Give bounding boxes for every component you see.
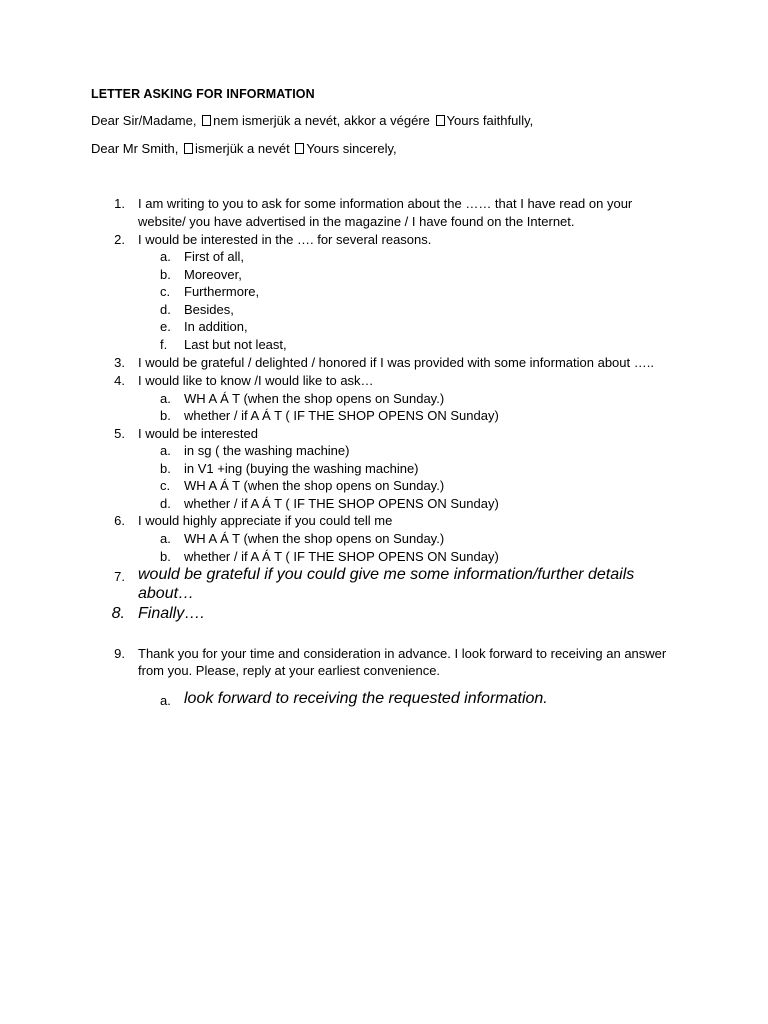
list-number: 5.	[114, 426, 125, 441]
list-number: 2.	[114, 232, 125, 247]
greeting-formal	[91, 113, 533, 128]
sub-item-letter: b.	[160, 408, 171, 423]
greeting-formal-start: Dear Sir/Madame,	[91, 113, 197, 128]
greeting-formal-end: Yours faithfully,	[446, 113, 534, 128]
sub-item-text: Last but not least,	[184, 337, 287, 352]
sub-item-letter: c.	[160, 284, 171, 299]
sub-item-letter: f.	[160, 337, 168, 352]
list-item-text: I would be interested	[138, 426, 258, 441]
sub-item-letter: a.	[160, 443, 171, 458]
sub-item-letter: d.	[160, 496, 171, 511]
sub-item-text: Besides,	[184, 302, 234, 317]
list-number: 6.	[114, 513, 125, 528]
sub-item-text: WH A Á T (when the shop opens on Sunday.)	[184, 391, 445, 406]
list-item-text: I am writing to you to ask for some information about the …… that I have read on your	[138, 196, 633, 211]
sub-item-text: First of all,	[184, 249, 244, 264]
sub-item-text: WH A Á T (when the shop opens on Sunday.)	[184, 531, 445, 546]
sub-item-letter: b.	[160, 267, 171, 282]
list-number: 7.	[114, 569, 125, 584]
greeting-named	[91, 141, 397, 156]
list-number: 9.	[114, 646, 125, 661]
document-title: LETTER ASKING FOR INFORMATION	[91, 87, 315, 101]
list-item-text: Thank you for your time and consideration in advance. I look forward to receiving an answer	[138, 646, 667, 661]
list-number: 3.	[114, 355, 125, 370]
sub-item-letter: b.	[160, 461, 171, 476]
sub-item-text: in V1 +ing (buying the washing machine)	[184, 461, 419, 476]
list-item-text: I would be grateful / delighted / honored if I was provided with some information about …..	[138, 355, 654, 370]
sub-item-text: look forward to receiving the requested information.	[184, 690, 548, 707]
sub-item-letter: c.	[160, 478, 171, 493]
sub-item-letter: a.	[160, 693, 171, 708]
sub-item-letter: d.	[160, 302, 171, 317]
sub-item-text: whether / if A Á T ( IF THE SHOP OPENS ON Sunday)	[184, 496, 499, 511]
list-item-text: website/ you have advertised in the magazine / I have found on the Internet.	[138, 214, 575, 229]
sub-item-text: In addition,	[184, 319, 248, 334]
missing-glyph-icon	[436, 115, 445, 126]
list-item-text: about…	[138, 585, 195, 602]
sub-item-letter: e.	[160, 319, 171, 334]
greeting-formal-mid: nem ismerjük a nevét, akkor a végére	[213, 113, 430, 128]
list-number: 4.	[114, 373, 125, 388]
list-item-text: I would be interested in the …. for several reasons.	[138, 232, 432, 247]
sub-item-letter: a.	[160, 531, 171, 546]
sub-item-text: in sg ( the washing machine)	[184, 443, 350, 458]
sub-item-letter: a.	[160, 391, 171, 406]
sub-item-letter: b.	[160, 549, 171, 564]
list-item-text: I would highly appreciate if you could tell me	[138, 513, 393, 528]
sub-item-text: Moreover,	[184, 267, 242, 282]
sub-item-text: whether / if A Á T ( IF THE SHOP OPENS ON Sunday)	[184, 549, 499, 564]
missing-glyph-icon	[184, 143, 193, 154]
list-item-text: I would like to know /I would like to ask…	[138, 373, 374, 388]
sub-item-text: Furthermore,	[184, 284, 260, 299]
missing-glyph-icon	[202, 115, 211, 126]
sub-item-text: whether / if A Á T ( IF THE SHOP OPENS ON Sunday)	[184, 408, 499, 423]
missing-glyph-icon	[295, 143, 304, 154]
greeting-named-end: Yours sincerely,	[306, 141, 397, 156]
sub-item-text: WH A Á T (when the shop opens on Sunday.)	[184, 478, 445, 493]
list-item-text: Finally….	[138, 605, 205, 622]
list-number: 8.	[111, 605, 125, 622]
list-item-text: from you. Please, reply at your earliest convenience.	[138, 663, 441, 678]
list-item-text: would be grateful if you could give me some information/further details	[138, 566, 635, 583]
greeting-named-start: Dear Mr Smith,	[91, 141, 179, 156]
sub-item-letter: a.	[160, 249, 171, 264]
greeting-named-mid: ismerjük a nevét	[195, 141, 290, 156]
list-number: 1.	[114, 196, 125, 211]
